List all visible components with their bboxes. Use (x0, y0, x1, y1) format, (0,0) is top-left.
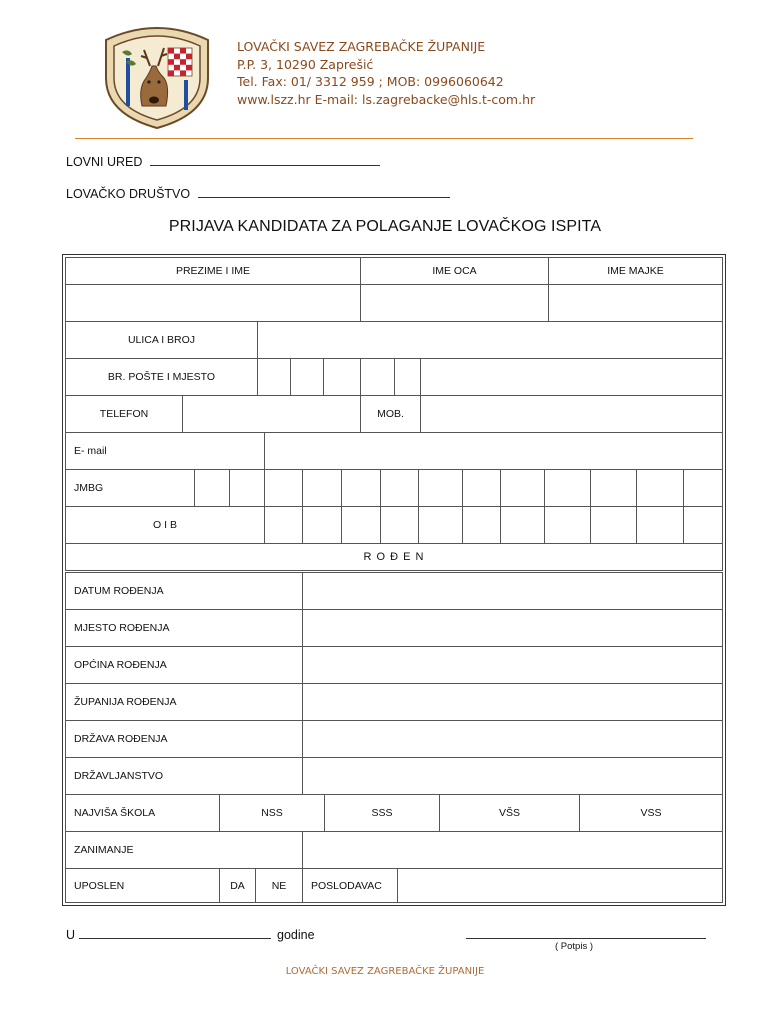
opcina-rodjenja-label: OPĆINA ROĐENJA (74, 659, 167, 671)
jmbg-digit-4[interactable] (302, 470, 341, 506)
mjesto-input[interactable] (420, 359, 722, 395)
jmbg-digit-5[interactable] (341, 470, 380, 506)
uposlen-row (65, 868, 723, 903)
name-input-row (65, 284, 723, 322)
jmbg-digit-12[interactable] (636, 470, 683, 506)
drzava-rodjenja-row (65, 720, 723, 758)
ime-majke-input[interactable] (548, 285, 722, 321)
oib-digit-8[interactable] (544, 507, 590, 543)
drzavljanstvo-label: DRŽAVLJANSTVO (74, 770, 164, 782)
skola-label: NAJVIŠA ŠKOLA (74, 807, 156, 819)
jmbg-digit-2[interactable] (229, 470, 264, 506)
poslodavac-input[interactable] (397, 869, 722, 902)
godine-label: godine (277, 928, 315, 942)
telefon-label: TELEFON (99, 408, 149, 420)
lovni-ured-label: LOVNI URED (66, 155, 143, 169)
mob-input[interactable] (420, 396, 722, 432)
telefon-input[interactable] (182, 396, 360, 432)
org-phone: Tel. Fax: 01/ 3312 959 ; MOB: 0996060642 (237, 74, 504, 89)
uposlen-label: UPOSLEN (74, 879, 125, 892)
org-web-email: www.lszz.hr E-mail: ls.zagrebacke@hls.t-com.hr (237, 91, 536, 107)
header-divider (75, 138, 693, 139)
org-name: LOVAČKI SAVEZ ZAGREBAČKE ŽUPANIJE (237, 39, 486, 54)
mjesto-rodjenja-input[interactable] (302, 610, 722, 646)
oib-digit-1[interactable] (264, 507, 302, 543)
oib-label: O I B (153, 519, 177, 531)
oib-digit-10[interactable] (636, 507, 683, 543)
skola-option-sss[interactable]: SSS (324, 795, 439, 831)
lovni-ured-input-line[interactable] (150, 153, 380, 166)
jmbg-digit-8[interactable] (462, 470, 500, 506)
oib-digit-11[interactable] (683, 507, 722, 543)
ime-oca-input[interactable] (360, 285, 548, 321)
drzava-rodjenja-input[interactable] (302, 721, 722, 757)
ulica-row (65, 321, 723, 359)
postal-digit-2[interactable] (290, 359, 323, 395)
header-ime-oca: IME OCA (360, 258, 548, 284)
form-title: PRIJAVA KANDIDATA ZA POLAGANJE LOVAČKOG ISPITA (168, 218, 602, 235)
jmbg-digit-10[interactable] (544, 470, 590, 506)
footer-org-name: LOVAČKI SAVEZ ZAGREBAČKE ŽUPANIJE (285, 966, 485, 977)
mjesto-rodjenja-label: MJESTO ROĐENJA (74, 622, 170, 634)
uposlen-da[interactable]: DA (219, 869, 255, 902)
jmbg-digit-9[interactable] (500, 470, 544, 506)
posta-label: BR. POŠTE I MJESTO (107, 371, 216, 383)
postal-digit-1[interactable] (257, 359, 290, 395)
skola-option-vss[interactable]: VSS (579, 795, 722, 831)
mjesto-rodjenja-row (65, 609, 723, 647)
postal-digit-3[interactable] (323, 359, 360, 395)
oib-digit-5[interactable] (418, 507, 462, 543)
telefon-row (65, 395, 723, 433)
organization-info (237, 38, 535, 108)
header-prezime-ime: PREZIME I IME (175, 265, 251, 277)
email-input[interactable] (264, 433, 722, 469)
skola-option-vss-visa[interactable]: VŠS (439, 795, 579, 831)
datum-rodjenja-input[interactable] (302, 573, 722, 609)
association-logo (92, 22, 222, 132)
zupanija-rodjenja-input[interactable] (302, 684, 722, 720)
lovacko-drustvo-label: LOVAČKO DRUŠTVO (66, 187, 191, 201)
zanimanje-row (65, 831, 723, 869)
jmbg-digit-11[interactable] (590, 470, 636, 506)
signature-label: ( Potpis ) (554, 941, 593, 952)
lovacko-drustvo-field (66, 185, 450, 201)
drzavljanstvo-row (65, 757, 723, 795)
zupanija-rodjenja-row (65, 683, 723, 721)
email-row (65, 432, 723, 470)
zupanija-rodjenja-label: ŽUPANIJA ROĐENJA (74, 696, 177, 708)
jmbg-digit-1[interactable] (194, 470, 229, 506)
signature-line[interactable] (466, 938, 706, 939)
datum-rodjenja-row (65, 572, 723, 610)
jmbg-label: JMBG (74, 482, 104, 494)
email-label: E- mail (74, 445, 107, 457)
postal-digit-5[interactable] (394, 359, 420, 395)
oib-digit-9[interactable] (590, 507, 636, 543)
jmbg-digit-3[interactable] (264, 470, 302, 506)
oib-row (65, 506, 723, 544)
datum-rodjenja-label: DATUM ROĐENJA (74, 585, 164, 597)
drzavljanstvo-input[interactable] (302, 758, 722, 794)
oib-digit-2[interactable] (302, 507, 341, 543)
ulica-label: ULICA I BROJ (127, 334, 196, 346)
opcina-rodjenja-input[interactable] (302, 647, 722, 683)
u-label: U (66, 928, 76, 942)
place-date-line (66, 926, 315, 942)
lovni-ured-field (66, 153, 380, 169)
name-header-row (65, 257, 723, 285)
org-address: P.P. 3, 10290 Zaprešić (237, 56, 374, 72)
application-form (62, 254, 726, 906)
drzava-rodjenja-label: DRŽAVA ROĐENJA (74, 733, 168, 745)
jmbg-digit-13[interactable] (683, 470, 722, 506)
rodjen-header: R O Đ E N (363, 551, 425, 563)
posta-row (65, 358, 723, 396)
oib-digit-3[interactable] (341, 507, 380, 543)
skola-option-nss[interactable]: NSS (219, 795, 324, 831)
mob-label: MOB. (360, 396, 420, 432)
zanimanje-label: ZANIMANJE (74, 844, 134, 856)
oib-digit-4[interactable] (380, 507, 418, 543)
place-input-line[interactable] (79, 926, 271, 939)
jmbg-digit-7[interactable] (418, 470, 462, 506)
opcina-rodjenja-row (65, 646, 723, 684)
jmbg-row (65, 469, 723, 507)
postal-digit-4[interactable] (360, 359, 394, 395)
ulica-input[interactable] (257, 322, 722, 358)
poslodavac-label: POSLODAVAC (302, 869, 397, 902)
rodjen-header-row (65, 543, 723, 571)
skola-row (65, 794, 723, 832)
jmbg-digit-6[interactable] (380, 470, 418, 506)
header-ime-majke: IME MAJKE (548, 258, 722, 284)
lovacko-drustvo-input-line[interactable] (198, 185, 450, 198)
uposlen-ne[interactable]: NE (255, 869, 302, 902)
zanimanje-input[interactable] (302, 832, 722, 868)
oib-digit-7[interactable] (500, 507, 544, 543)
prezime-ime-input[interactable] (66, 285, 360, 321)
oib-digit-6[interactable] (462, 507, 500, 543)
